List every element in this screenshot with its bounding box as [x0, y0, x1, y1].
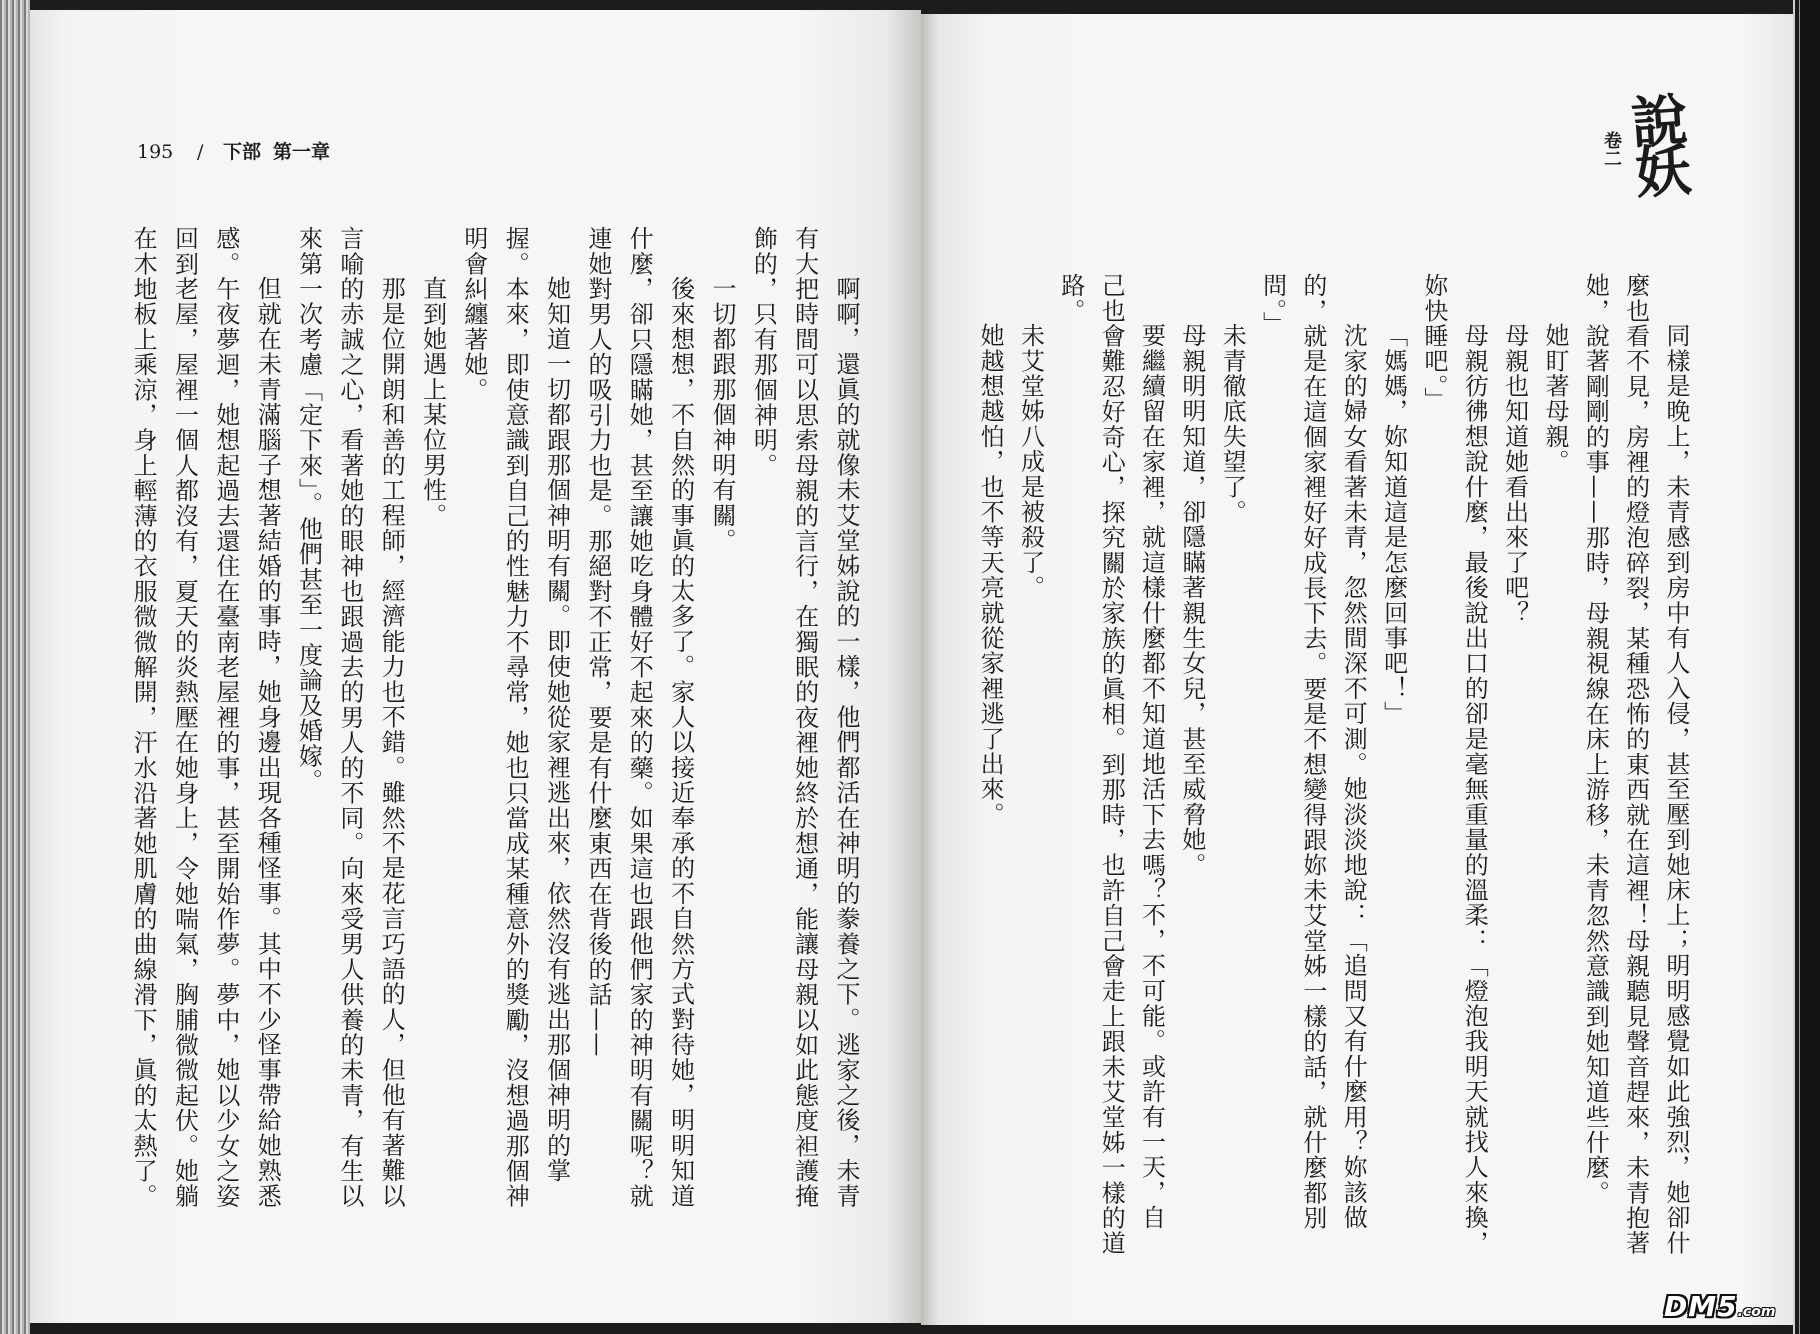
- text-column: 言喻的赤誠之心，看著她的眼神也跟過去的男人的不同。向來受男人供養的未青，有生以: [335, 226, 364, 1209]
- text-column: 母親彷彿想說什麼，最後說出口的卻是毫無重量的溫柔：「燈泡我明天就找人來換，: [1460, 323, 1489, 1256]
- part-title: 下部: [223, 141, 262, 163]
- watermark-suffix: .com: [1737, 1304, 1776, 1320]
- text-column: 直到她遇上某位男性。: [418, 276, 447, 528]
- text-column: 那是位開朗和善的工程師，經濟能力也不錯。雖然不是花言巧語的人，但他有著難以: [377, 276, 406, 1209]
- text-column: 麼也看不見，房裡的燈泡碎裂，某種恐怖的東西就在這裡！母親聽見聲音趕來，未青抱著: [1621, 273, 1650, 1256]
- site-watermark: [1664, 1290, 1806, 1324]
- left-page-text: [121, 226, 866, 1246]
- text-column: 己也會難忍好奇心，探究關於家族的眞相。到那時，也許自己會走上跟未艾堂姊一樣的道: [1097, 273, 1126, 1256]
- head-separator: /: [197, 141, 204, 163]
- page-number: 195: [137, 141, 174, 163]
- page-edges-right: [1793, 0, 1820, 1334]
- text-column: 什麼，卻只隱瞞她，甚至讓她吃身體好不起來的藥。如果這也跟他們家的神明有關呢？就: [625, 226, 654, 1209]
- text-column: 回到老屋，屋裡一個人都沒有，夏天的炎熱壓在她身上，令她喘氣，胸脯微微起伏。她躺: [170, 226, 199, 1209]
- text-column: 同樣是晚上，未青感到房中有人入侵，甚至壓到她床上；明明感覺如此強烈，她卻什: [1662, 323, 1690, 1256]
- text-column: 未青徹底失望了。: [1218, 323, 1247, 525]
- text-column: 母親也知道她看出來了吧？: [1500, 323, 1529, 626]
- text-column: 她，說著剛剛的事——那時，母親視線在床上游移，未青忽然意識到她知道些什麼。: [1581, 273, 1610, 1206]
- page-edges-left: [0, 0, 30, 1334]
- text-column: 妳快睡吧。」: [1419, 273, 1448, 413]
- text-column: 問。」: [1258, 273, 1287, 337]
- text-column: 有大把時間可以思索母親的言行，在獨眠的夜裡她終於想通，能讓母親以如此態度袒護掩: [790, 226, 819, 1209]
- text-column: 一切都跟那個神明有關。: [707, 276, 736, 554]
- text-column: 她越想越怕，也不等天亮就從家裡逃了出來。: [976, 323, 1005, 827]
- text-column: 在木地板上乘涼，身上輕薄的衣服微微解開，汗水沿著她肌膚的曲線滑下，眞的太熱了。: [129, 226, 158, 1209]
- text-column: 路。: [1056, 273, 1085, 324]
- text-column: 來第一次考慮「定下來」。他們甚至一度論及婚嫁。: [294, 226, 323, 794]
- text-column: 未艾堂姊八成是被殺了。: [1016, 323, 1045, 601]
- text-column: 後來想想，不自然的事眞的太多了。家人以接近奉承的不自然方式對待她，明明知道: [666, 276, 695, 1209]
- text-column: 沈家的婦女看著未青，忽然間深不可測。她淡淡地說：「追問又有什麼用？妳該做: [1339, 323, 1368, 1231]
- text-column: 飾的，只有那個神明。: [749, 226, 778, 478]
- right-page-text: [969, 273, 1696, 1293]
- text-column: 母親明明知道，卻隱瞞著親生女兒，甚至威脅她。: [1177, 323, 1206, 878]
- chapter-title: 第一章: [273, 141, 331, 163]
- text-column: 明會糾纏著她。: [459, 226, 488, 403]
- text-column: 她知道一切都跟那個神明有關。即使她從家裡逃出來，依然沒有逃出那個神明的掌: [542, 276, 571, 1184]
- series-logo: 說妖: [1620, 89, 1694, 195]
- volume-label: 卷二: [1601, 131, 1622, 167]
- text-column: 握。本來，即使意識到自己的性魅力不尋常，她也只當成某種意外的獎勵，沒想過那個神: [501, 226, 530, 1209]
- text-column: 感。午夜夢迴，她想起過去還住在臺南老屋裡的事，甚至開始作夢。夢中，她以少女之姿: [211, 226, 240, 1209]
- text-column: 啊啊，還眞的就像未艾堂姊說的一樣，他們都活在神明的豢養之下。逃家之後，未青: [832, 276, 860, 1209]
- text-column: 的，就是在這個家裡好好成長下去。要是不想變得跟妳未艾堂姊一樣的話，就什麼都別: [1298, 273, 1327, 1231]
- text-column: 「媽媽，妳知道這是怎麼回事吧！」: [1379, 323, 1408, 727]
- text-column: 她盯著母親。: [1540, 323, 1569, 475]
- text-column: 連她對男人的吸引力也是。那絕對不正常，要是有什麼東西在背後的話——: [583, 226, 612, 1058]
- text-column: 但就在未青滿腦子想著結婚的事時，她身邊出現各種怪事。其中不少怪事帶給她熟悉: [253, 276, 282, 1209]
- text-column: 要繼續留在家裡，就這樣什麼都不知道地活下去嗎？不，不可能。或許有一天，自: [1137, 323, 1166, 1231]
- watermark-brand: DM5: [1664, 1290, 1738, 1323]
